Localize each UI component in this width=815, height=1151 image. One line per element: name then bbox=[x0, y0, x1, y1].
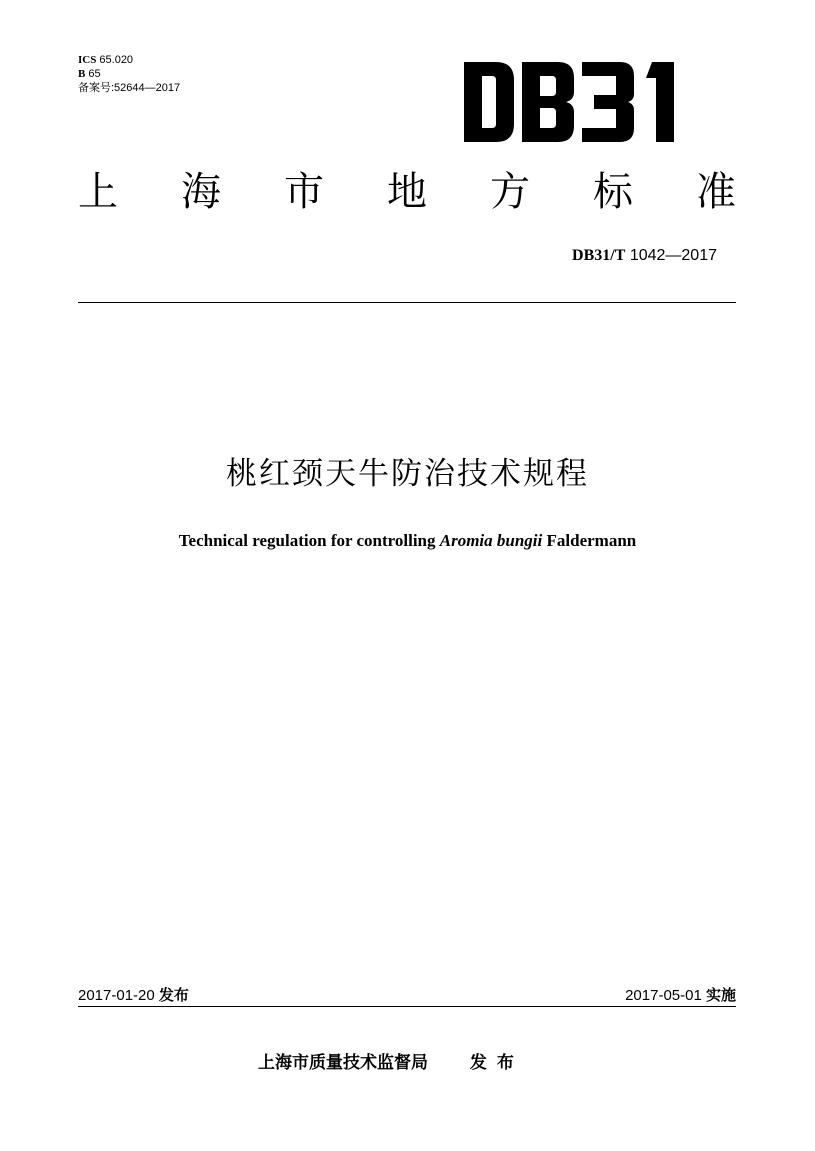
standard-number-value: 1042—2017 bbox=[629, 247, 717, 264]
ics-value: 65.020 bbox=[99, 54, 134, 66]
title-char: 标 bbox=[593, 169, 633, 215]
record-label: 备案号 bbox=[78, 82, 111, 94]
standard-number-prefix: DB31/T bbox=[572, 247, 626, 264]
db31-logo bbox=[462, 60, 688, 144]
title-en-start: Technical regulation for controlling bbox=[178, 531, 440, 550]
footer-divider bbox=[78, 1006, 736, 1007]
title-en-end: Faldermann bbox=[542, 531, 637, 550]
issue-date-value: 2017-01-20 bbox=[78, 987, 155, 1004]
implementation-date bbox=[625, 984, 736, 1005]
ccs-label: B bbox=[78, 68, 86, 80]
title-char: 海 bbox=[181, 169, 221, 215]
publisher bbox=[258, 1048, 524, 1073]
document-metadata bbox=[78, 53, 180, 95]
standard-number bbox=[572, 247, 717, 265]
ics-code bbox=[78, 53, 180, 67]
title-char: 地 bbox=[387, 169, 427, 215]
title-char: 市 bbox=[284, 169, 324, 215]
ccs-code bbox=[78, 67, 180, 81]
issue-date bbox=[78, 984, 189, 1005]
standard-type-title bbox=[78, 168, 736, 216]
header-divider bbox=[78, 302, 736, 303]
implementation-date-value: 2017-05-01 bbox=[625, 987, 702, 1004]
ics-label: ICS bbox=[78, 54, 97, 66]
issue-date-label: 发布 bbox=[158, 986, 189, 1004]
title-char: 准 bbox=[696, 169, 736, 215]
record-number bbox=[78, 81, 180, 95]
document-title-chinese: 桃红颈天牛防治技术规程 bbox=[226, 456, 589, 492]
ccs-value: 65 bbox=[88, 68, 101, 80]
title-char: 方 bbox=[490, 169, 530, 215]
title-char: 上 bbox=[78, 169, 118, 215]
document-title-english bbox=[0, 530, 815, 552]
title-en-species: Aromia bungii bbox=[439, 531, 543, 550]
publisher-action: 发布 bbox=[469, 1053, 524, 1073]
record-value: :52644—2017 bbox=[111, 82, 181, 94]
publisher-name: 上海市质量技术监督局 bbox=[258, 1053, 428, 1073]
implementation-date-label: 实施 bbox=[705, 986, 736, 1004]
